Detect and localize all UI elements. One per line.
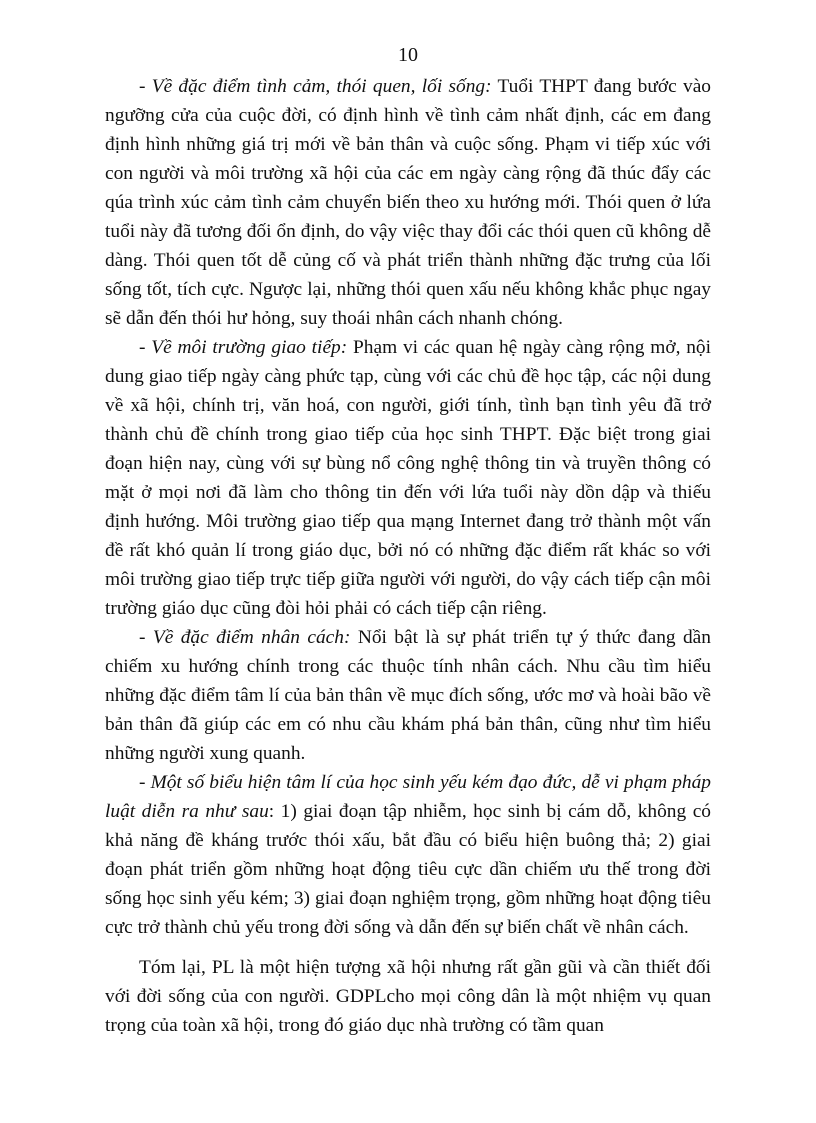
paragraph-text: Phạm vi các quan hệ ngày càng rộng mở, nội dung giao tiếp ngày càng phức tạp, cùng với các chủ đề học tập, các nội dung về xã hội, chính trị, văn hoá, con người, giới tính, tình bạn tình yêu đã trở thành chủ đề chính trong giao tiếp của học sinh THPT. Đặc biệt trong giai đoạn hiện nay, cùng với sự bùng nổ công nghệ thông tin và truyền thông có mặt ở mọi nơi đã làm cho thông tin đến với lứa tuổi này dồn dập và thiếu định hướng. Môi trường giao tiếp qua mạng Internet đang trở thành một vấn đề rất khó quản lí trong giáo dục, bởi nó có những đặc điểm rất khác so với môi trường giao tiếp trực tiếp giữa người với người, do vậy cách tiếp cận môi trường giáo dục cũng đòi hỏi phải có cách tiếp cận riêng.: [105, 337, 711, 619]
paragraph-lead: - Về môi trường giao tiếp:: [139, 337, 348, 358]
paragraph-psychological-signs: [105, 768, 711, 942]
paragraph-summary: [105, 953, 711, 1040]
paragraph-lead: - Về đặc điểm tình cảm, thói quen, lối sống:: [139, 76, 492, 97]
document-page: [105, 40, 711, 1040]
paragraph-personality: [105, 623, 711, 768]
paragraph-lead: - Về đặc điểm nhân cách:: [139, 627, 351, 648]
paragraph-communication: [105, 333, 711, 623]
paragraph-text: Tóm lại, PL là một hiện tượng xã hội nhưng rất gần gũi và cần thiết đối với đời sống của con người. GDPLcho mọi công dân là một nhiệm vụ quan trọng của toàn xã hội, trong đó giáo dục nhà trường có tầm quan: [105, 957, 711, 1036]
paragraph-text: : 1) giai đoạn tập nhiễm, học sinh bị cám dỗ, không có khả năng đề kháng trước thói xấu, bắt đầu có biểu hiện buông thả; 2) giai đoạn phát triển gồm những hoạt động tiêu cực dần chiếm ưu thế trong đời sống học sinh yếu kém; 3) giai đoạn nghiệm trọng, gồm những hoạt động tiêu cực trở thành chủ yếu trong đời sống và dẫn đến sự biến chất về nhân cách.: [105, 801, 711, 938]
page-number: 10: [398, 44, 418, 66]
paragraph-text: Tuổi THPT đang bước vào ngưỡng cửa của cuộc đời, có định hình về tình cảm nhất định, các em đang định hình những giá trị mới về bản thân và cuộc sống. Phạm vi tiếp xúc với con người và môi trường xã hội của các em ngày càng rộng đã thúc đẩy các qúa trình xúc cảm tình cảm chuyển biến theo xu hướng mới. Thói quen ở lứa tuổi này đã tương đối ổn định, do vậy việc thay đổi các thói quen cũ không dễ dàng. Thói quen tốt dễ củng cố và phát triển thành những đặc trưng của lối sống tốt, tích cực. Ngược lại, những thói quen xấu nếu không khắc phục ngay sẽ dẫn đến thói hư hỏng, suy thoái nhân cách nhanh chóng.: [105, 76, 712, 329]
paragraph-lead: - Một số biểu hiện tâm lí của học sinh yếu kém đạo đức, dễ vi phạm pháp luật diễn ra như sau: [105, 772, 711, 822]
paragraph-text: Nổi bật là sự phát triển tự ý thức đang dần chiếm xu hướng chính trong các thuộc tính nhân cách. Nhu cầu tìm hiểu những đặc điểm tâm lí của bản thân về mục đích sống, ước mơ và hoài bão về bản thân đã giúp các em có nhu cầu khám phá bản thân, cũng như tìm hiểu những người xung quanh.: [105, 627, 711, 764]
paragraph-emotions-habits: [105, 72, 711, 333]
